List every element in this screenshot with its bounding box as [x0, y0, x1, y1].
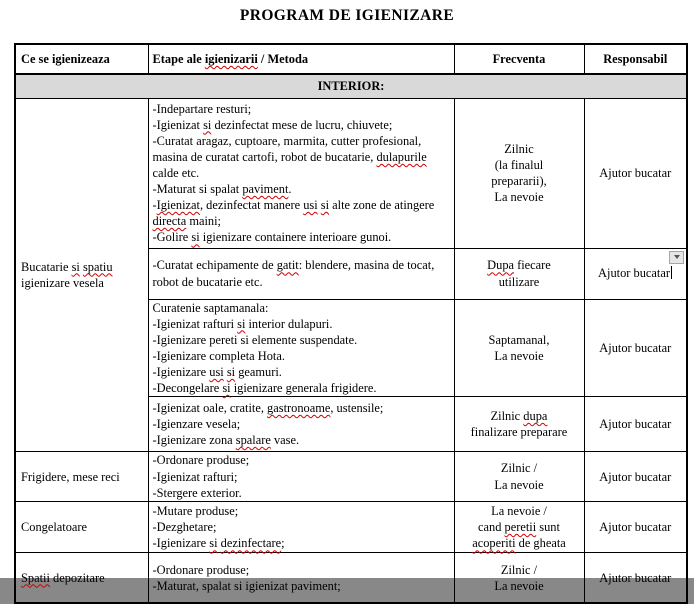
text-line: -Maturat, spalat si igienizat paviment; — [152, 578, 341, 593]
spellcheck-word: Dupa — [487, 258, 515, 273]
text-line: (la finalul — [494, 157, 544, 172]
spellcheck-word: gastronoame — [267, 400, 331, 415]
text-line: La nevoie — [494, 477, 544, 492]
text-line: -Igienizat oale, cratite, gastronoame, ustensile; — [152, 400, 384, 415]
responsible-text: Ajutor bucatar — [599, 469, 672, 484]
spellcheck-word: dulapurile — [376, 149, 427, 164]
text-line: La nevoie — [494, 578, 544, 593]
spellcheck-word: Spatii — [21, 570, 50, 585]
text-line: -Maturat si spalat paviment. — [152, 182, 292, 197]
dropdown-button[interactable] — [669, 251, 684, 264]
cell-frequency — [454, 397, 584, 452]
spellcheck-word: peretii — [504, 520, 537, 535]
responsible-text: Ajutor bucatar — [599, 165, 672, 180]
cell-frequency — [454, 553, 584, 603]
text-line: utilizare — [498, 274, 540, 289]
text-line: Zilnic — [504, 141, 534, 156]
cell-frequency — [454, 98, 584, 248]
table-row — [15, 452, 687, 502]
responsible-text: Ajutor bucatar — [599, 520, 672, 535]
spellcheck-word: igienizarii — [204, 51, 258, 66]
cell-frequency — [454, 248, 584, 299]
text-line: -Igienzare vesela; — [152, 417, 241, 432]
header-responsible: Responsabil — [584, 44, 687, 74]
text-line: -Igienizat rafturi si interior dulapuri. — [152, 316, 333, 331]
cell-responsible — [584, 452, 687, 502]
cell-method — [148, 248, 454, 299]
text-line: -Curatat aragaz, cuptoare, marmita, cutter profesional, masina de curatat cartofi, robot de bucatarie, dulapurile calde etc. — [152, 133, 427, 180]
spellcheck-word: si — [71, 259, 80, 274]
cell-responsible — [584, 248, 687, 299]
text-line: La nevoie / — [491, 504, 547, 519]
text-line: -Igienizare usi si geamuri. — [152, 364, 282, 379]
responsible-text: Ajutor bucatar — [599, 570, 672, 585]
spellcheck-word: si — [320, 198, 330, 213]
text-line: -Igienizat, dezinfectat manere usi si alte zone de atingere directa maini; — [152, 198, 435, 229]
header-method — [148, 44, 454, 74]
chevron-down-icon — [674, 255, 680, 259]
text-line: cand peretii sunt — [478, 520, 560, 535]
cell-what-bucatarie — [15, 98, 148, 452]
text-line: -Curatat echipamente de gatit: blendere, masina de tocat, robot de bucatarie etc. — [152, 258, 435, 289]
text-line: -Ordonare produse; — [152, 562, 250, 577]
text-line: -Golire si igienizare containere interioare gunoi. — [152, 230, 392, 245]
spellcheck-word: Igienizat — [156, 198, 200, 213]
text-line: acoperiti de gheata — [472, 536, 566, 551]
spellcheck-word: acoperiti — [472, 536, 516, 551]
spellcheck-word: spatiu — [82, 259, 113, 274]
text-line: Curatenie saptamanala: — [152, 300, 269, 315]
cell-frequency — [454, 299, 584, 397]
cell-method — [148, 98, 454, 248]
text-line: -Igienizare pereti si elemente suspendate. — [152, 332, 358, 347]
text-line: Congelatoare — [21, 520, 88, 535]
text-line: Spatii depozitare — [21, 570, 105, 585]
text-line: Dupa fiecare — [487, 258, 551, 273]
section-row-interior — [15, 74, 687, 98]
text-cursor — [671, 266, 673, 279]
text-line: -Igienizare si dezinfectare; — [152, 536, 285, 551]
section-label: INTERIOR: — [15, 74, 687, 98]
header-what: Ce se igienizeaza — [15, 44, 148, 74]
text-line: -Igienizare completa Hota. — [152, 348, 285, 363]
page-title: PROGRAM DE IGIENIZARE — [239, 7, 455, 24]
text-line: -Dezghetare; — [152, 520, 217, 535]
spellcheck-word: si — [203, 117, 212, 132]
cell-responsible — [584, 98, 687, 248]
text-line: -Stergere exterior. — [152, 485, 242, 500]
text-line: -Igienizare zona spalare vase. — [152, 433, 300, 448]
cell-method — [148, 397, 454, 452]
cell-responsible — [584, 299, 687, 397]
cell-responsible — [584, 502, 687, 553]
text-line: -Indepartare resturi; — [152, 101, 252, 116]
spellcheck-word: dupa — [523, 408, 548, 423]
table-row — [15, 98, 687, 248]
spellcheck-word: si — [191, 230, 200, 245]
text-line: Zilnic dupa — [490, 408, 548, 423]
cell-responsible — [584, 397, 687, 452]
cell-method — [148, 502, 454, 553]
text-line: finalizare preparare — [470, 425, 568, 440]
spellcheck-word: si — [237, 316, 246, 331]
sanitization-program-table — [14, 43, 688, 604]
spellcheck-word: si — [226, 364, 236, 379]
spellcheck-word: gatit — [276, 258, 299, 273]
table-header-row — [15, 44, 687, 74]
cell-method — [148, 452, 454, 502]
responsible-text: Ajutor bucatar — [598, 266, 670, 281]
text-line: -Igienizat si dezinfectat mese de lucru, chiuvete; — [152, 117, 393, 132]
text-line: -Igienizat rafturi; — [152, 469, 238, 484]
spellcheck-word: directa — [152, 214, 187, 229]
responsible-text: Ajutor bucatar — [599, 417, 672, 432]
cell-what-spatii-depozitare — [15, 553, 148, 603]
table-row — [15, 553, 687, 603]
text-line: -Decongelare si igienizare generala frigidere. — [152, 380, 377, 395]
spellcheck-word: usi — [209, 364, 224, 379]
cell-what-frigidere — [15, 452, 148, 502]
cell-frequency — [454, 502, 584, 553]
table-row — [15, 502, 687, 553]
cell-responsible — [584, 553, 687, 603]
text-line: Saptamanal, — [488, 332, 550, 347]
spellcheck-word: paviment — [242, 182, 289, 197]
responsible-text: Ajutor bucatar — [599, 340, 672, 355]
text-line: Zilnic / — [500, 461, 538, 476]
spellcheck-word: usi — [303, 198, 318, 213]
text-line: La nevoie — [494, 190, 544, 205]
text-line: Zilnic / — [500, 562, 538, 577]
text-line: prepararii), — [491, 174, 547, 188]
text-line: La nevoie — [494, 348, 544, 363]
text-line: Bucatarie si spatiu igienizare vesela — [21, 259, 113, 290]
header-frequency: Frecventa — [454, 44, 584, 74]
spellcheck-word: si — [222, 380, 231, 395]
cell-method — [148, 553, 454, 603]
cell-method — [148, 299, 454, 397]
cell-what-congelatoare — [15, 502, 148, 553]
cell-frequency — [454, 452, 584, 502]
text-line: Frigidere, mese reci — [21, 469, 120, 484]
spellcheck-word: si — [209, 536, 218, 551]
text-line: Etape ale igienizarii / Metoda — [152, 51, 309, 66]
spellcheck-word: dezinfectare — [220, 536, 282, 551]
spellcheck-word: spalare — [235, 433, 271, 448]
text-line: -Ordonare produse; — [152, 453, 250, 468]
text-line: -Mutare produse; — [152, 504, 239, 519]
